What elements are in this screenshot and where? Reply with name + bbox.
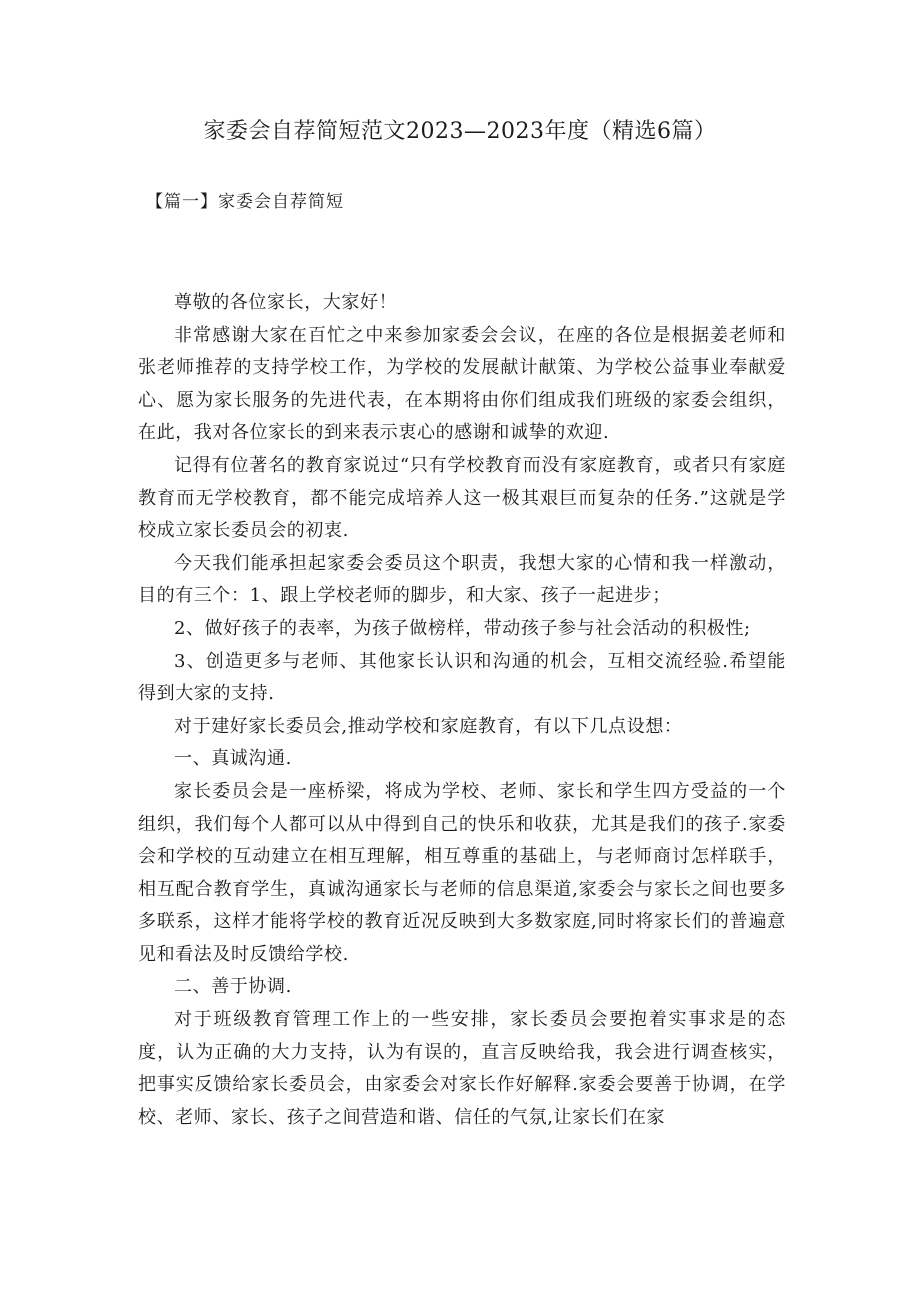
paragraph-coordination: 对于班级教育管理工作上的一些安排，家长委员会要抱着实事求是的态度，认为正确的大力支持，认为有误的，直言反映给我，我会进行调查核实，把事实反馈给家长委员会，由家委会对家长作好解释.家委会要善于协调，在学校、老师、家长、孩子之间营造和谐、信任的气氛,让家长们在家: [138, 1009, 786, 1128]
paragraph-plan-intro: 对于建好家长委员会,推动学校和家庭教育，有以下几点设想：: [174, 715, 683, 737]
section-heading: 【篇一】家委会自荐简短: [146, 192, 344, 212]
paragraph-purpose-2: 2、做好孩子的表率，为孩子做榜样，带动孩子参与社会活动的积极性;: [174, 617, 751, 639]
subheading-communication: 一、真诚沟通.: [174, 748, 292, 770]
paragraph-purpose-3: 3、创造更多与老师、其他家长认识和沟通的机会，互相交流经验.希望能得到大家的支持.: [138, 650, 786, 705]
paragraph-thanks: 非常感谢大家在百忙之中来参加家委会会议，在座的各位是根据姜老师和张老师推荐的支持学校工作，为学校的发展献计献策、为学校公益事业奉献爱心、愿为家长服务的先进代表，在本期将由你们组成我们班级的家委会组织，在此，我对各位家长的到来表示衷心的感谢和诚挚的欢迎.: [138, 324, 786, 444]
paragraph-purpose: 今天我们能承担起家委会委员这个职责，我想大家的心情和我一样激动，目的有三个：1、跟上学校老师的脚步，和大家、孩子一起进步；: [138, 552, 786, 607]
document-title: 家委会自荐简短范文2023—2023年度（精选6篇）: [203, 119, 717, 144]
paragraph-greeting: 尊敬的各位家长，大家好！: [174, 292, 398, 313]
paragraph-quote: 记得有位著名的教育家说过“只有学校教育而没有家庭教育，或者只有家庭教育而无学校教育，都不能完成培养人这一极其艰巨而复杂的任务.”这就是学校成立家长委员会的初衷.: [138, 454, 786, 542]
paragraph-communication: 家长委员会是一座桥梁，将成为学校、老师、家长和学生四方受益的一个组织，我们每个人都可以从中得到自己的快乐和收获，尤其是我们的孩子.家委会和学校的互动建立在相互理解，相互尊重的基础上，与老师商讨怎样联手，相互配合教育学生，真诚沟通家长与老师的信息渠道,家委会与家长之间也要多多联系，这样才能将学校的教育近况反映到大多数家庭,同时将家长们的普遍意见和看法及时反馈给学校.: [138, 780, 786, 965]
subheading-coordination: 二、善于协调.: [174, 976, 292, 998]
document-body: [138, 287, 786, 1134]
